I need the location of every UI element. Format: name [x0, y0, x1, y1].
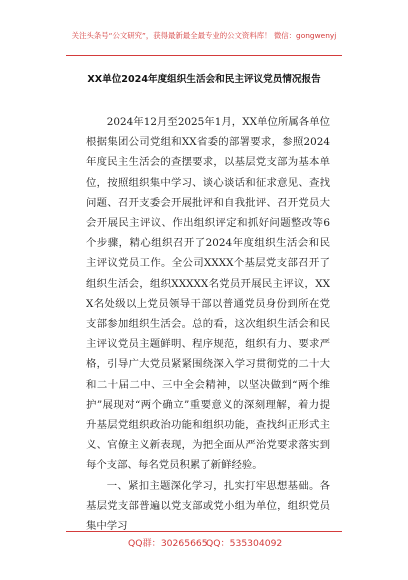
document-body	[86, 112, 330, 536]
document-title: XX单位2024年度组织生活会和民主评议党员情况报告	[87, 74, 321, 85]
header-banner-text: 关注头条号“公文研究”，获得最新最全最专业的公文资料库！ 微信：gongwenyj	[71, 31, 337, 40]
header-banner	[0, 0, 408, 66]
footer-qq-contact: QQ：535304092	[206, 538, 283, 549]
body-paragraph-2: 一、紧扣主题深化学习，扎实打牢思想基础。各基层党支部普遍以党支部或党小组为单位，组织党员集中学习	[86, 479, 330, 533]
footer-divider	[66, 531, 342, 532]
footer-qq-group: QQ群：30265665	[128, 538, 208, 549]
body-paragraph-1: 2024年12月至2025年1月，XX单位所属各单位根据集团公司党组和XX省委的部署要求，参照2024年度民主生活会的查摆要求，以基层党支部为基本单位，按照组织集中学习、谈心谈话和征求意见、查找问题、召开支委会开展批评和自我批评、召开党员大会开展民主评议、作出组织评定和抓好问题整改等6个步骤，精心组织召开了2024年度组织生活会和民主评议党员工作。全公司XXXX个基层党支部召开了组织生活会，组织XXXXX名党员开展民主评议，XXX名处级以上党员领导干部以普通党员身份到所在党支部参加组织生活会。总的看，这次组织生活会和民主评议党员主题鲜明、程序规范，组织有力、要求严格，引导广大党员紧紧围绕深入学习贯彻党的二十大和二十届二中、三中全会精神，以坚决做到“两个维护”展现对“两个确立”重要意义的深刻理解，着力提升基层党组织政治功能和组织功能，查找纠正形式主义、官僚主义新表现，为把全面从严治党要求落实到每个支部、每名党员积累了新鲜经验。	[86, 116, 330, 472]
header-divider	[66, 55, 342, 56]
